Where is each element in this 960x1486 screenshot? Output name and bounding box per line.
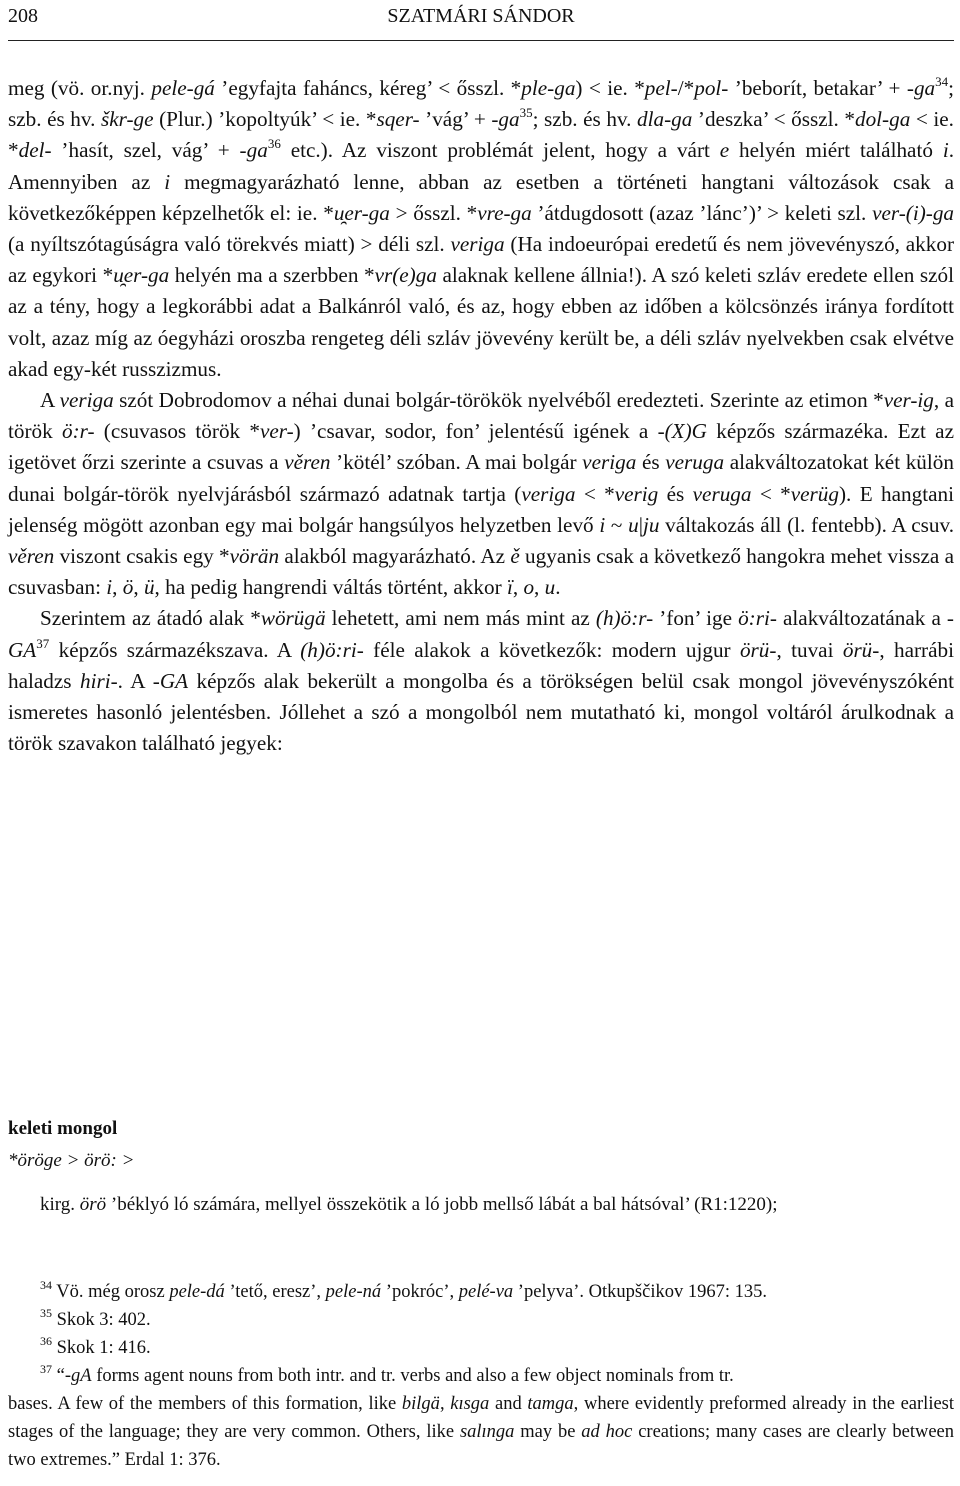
footnote-36: $^{36}$ Skok 1: 416. bbox=[40, 1334, 151, 1358]
paragraph-1: meg (vö. or.nyj. pele-gá ’egyfajta faháncs, kéreg’ < ősszl. *ple-ga) < ie. *pel-/*pol- ’beborít, betakar’ + $-ga^{34}$; szb. és hv. škr-ge (Plur.) ’kopoltyúk’ < ie. *sqer- ’vág’ + $-ga^{35}$; szb. és hv. dla-ga ’deszka’ < ősszl. *dol-ga < ie. *del- ’hasít, szel, vág’ + $-ga^{36}$ etc.). Az viszont problémát jelent, hogy a várt e helyén miért található i. Amennyiben az i megmagyarázható lenne, abban az esetben a történeti hangtani változások csak a következőképpen képzelhetők el: ie. *u̯er-ga > ősszl. *vre-ga ’átdugdosott (azaz ’lánc’)’ > keleti szl. ver-(i)-ga (a nyíltszótagúságra való törekvés miatt) > déli szl. veriga (Ha indoeurópai eredetű és nem jövevényszó, akkor az egykori *u̯er-ga helyén ma a szerbben *vr(e)ga alaknak kellene állnia!). A szó keleti szláv eredete ellen szól az a tény, hogy a legkorábbi adat a Balkánról való, és az, hogy ebben az időben a kölcsönzés iránya fordított volt, azaz míg az óegyházi oroszba rengeteg déli szláv jövevény került be, a déli szláv nyelvekben csak elvétve akad egy-két russzizmus. bbox=[8, 74, 955, 381]
footnote-37-continued: bases. A few of the members of this formation, like bilgä, kısga and tamga, where evidently preformed already in the earliest stages of the language; they are very common. Others, like salınga may be ad hoc creations; many cases are clearly between two extremes.” Erdal 1: 376. bbox=[8, 1394, 955, 1470]
section-heading: keleti mongol bbox=[8, 1118, 118, 1139]
section-head-form: *öröge > örö: > bbox=[8, 1150, 135, 1171]
main-text bbox=[8, 73, 954, 759]
section-entry: kirg. örö ’béklyó ló számára, mellyel összekötik a ló jobb mellső lábát a bal hátsóval’ (R1:1220); bbox=[40, 1194, 778, 1215]
footnote-35: $^{35}$ Skok 3: 402. bbox=[40, 1306, 151, 1330]
footnotes bbox=[8, 1278, 954, 1474]
example-section bbox=[8, 1116, 954, 1221]
page-number: 208 bbox=[8, 5, 38, 27]
paragraph-3: Szerintem az átadó alak *wörügä lehetett, ami nem más mint az (h)ö:r- ’fon’ ige ö:ri- alakváltozatának a -GA$^{37}$ képzős származékszava. A (h)ö:ri- féle alakok a következők: modern ujgur örü-, tuvai örü-, harrábi haladzs hiri-. A -GA képzős alak bekerült a mongolba és a törökségen belül csak mongol jövevényszóként ismeretes hasonló jelentésben. Jóllehet a szó a mongolból nem mutatható ki, mongol voltáról árulkodnak a török szavakon található jegyek: bbox=[8, 606, 954, 756]
page-header bbox=[8, 0, 954, 41]
footnote-37: $^{37}$ “-gA forms agent nouns from both intr. and tr. verbs and also a few object nominals from tr. bbox=[40, 1362, 734, 1386]
paragraph-2: A veriga szót Dobrodomov a néhai dunai bolgár-törökök nyelvéből eredezteti. Szerinte az etimon *ver-ig, a török ö:r- (csuvasos török *ver-) ’csavar, sodor, fon’ jelentésű igének a -(X)G képzős származéka. Ezt az igetövet őrzi szerinte a csuvas a věren ’kötél’ szóban. A mai bolgár veriga és veruga alakváltozatokat két külön dunai bolgár-török nyelvjárásból származó adatnak tartja (veriga < *verig és veruga < *verüg). E hangtani jelenség mögött azonban egy mai bolgár hangsúlyos helyzetben levő i ~ u|ju váltakozás áll (l. fentebb). A csuv. věren viszont csakis egy *vörän alakból magyarázható. Az ě ugyanis csak a következő hangokra mehet vissza a csuvasban: i, ö, ü, ha pedig hangrendi váltás történt, akkor ï, o, u. bbox=[8, 388, 955, 600]
running-head: SZATMÁRI SÁNDOR bbox=[387, 5, 575, 27]
document-page bbox=[8, 0, 955, 1470]
footnote-34: $^{34}$ Vö. még orosz pele-dá ’tető, eresz’, pele-ná ’pokróc’, pelé-va ’pelyva’. Otkupščikov 1967: 135. bbox=[40, 1278, 767, 1302]
